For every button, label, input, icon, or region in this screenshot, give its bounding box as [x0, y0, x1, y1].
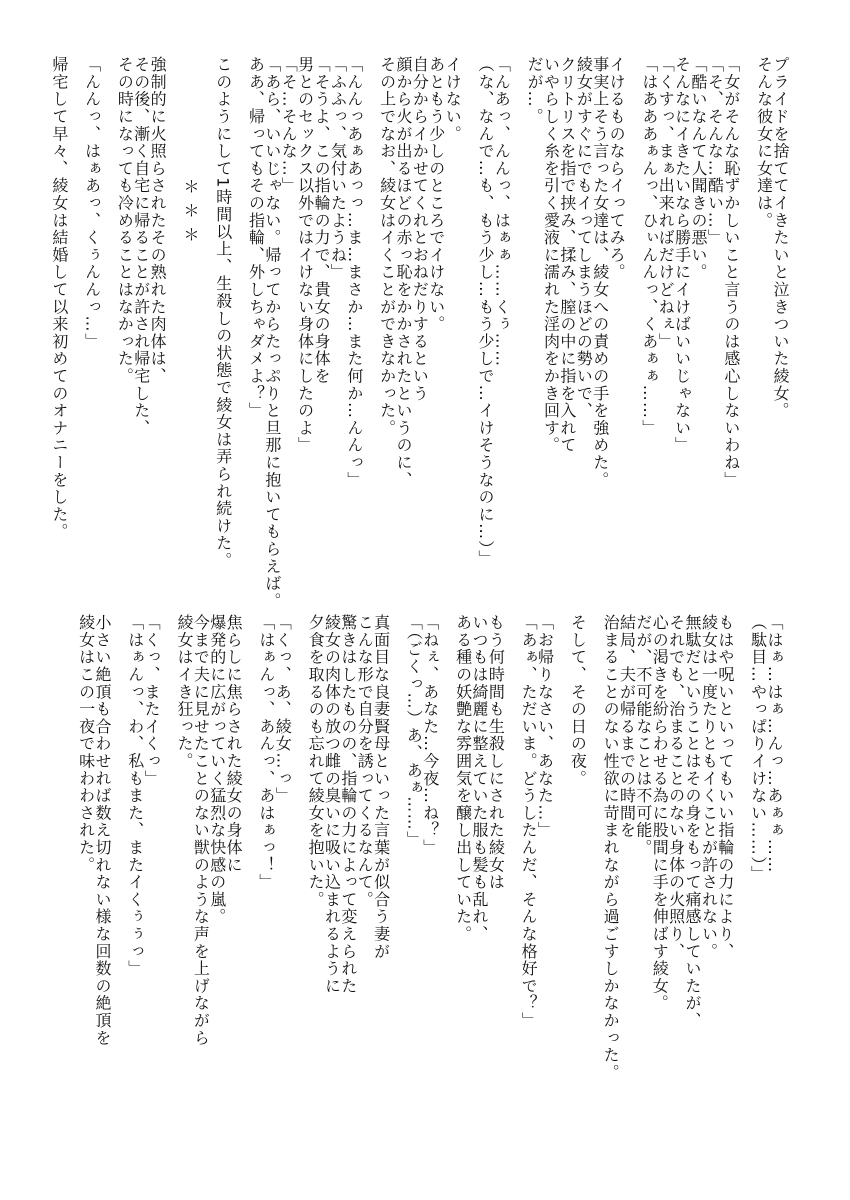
text-line: 今まで夫に見せたことのない獣のような声を上げながら [191, 614, 211, 1047]
text-line: そんなにイきたいなら勝手にイけばいいじゃない」 [672, 56, 692, 454]
blank-line [733, 614, 749, 1114]
text-line: もはや呪いといってもいい指輪の力により、 [715, 614, 735, 960]
text-line: プライドを捨ててイきたいと泣きついた綾女。 [771, 56, 790, 420]
text-line: 自分からイかせてくれとおねだりするという [410, 56, 430, 402]
text-line: イけない。 [443, 56, 463, 143]
blank-line [110, 614, 126, 1114]
text-line: 「そうよ、この指輪の力で、貴女の身体を [312, 56, 332, 385]
blank-line [739, 56, 755, 556]
blank-line [585, 614, 601, 1114]
text-line: 「はぁ…はぁ…んっ…あぁぁ…… [765, 614, 784, 874]
text-line: 「くっ、あ、綾女…っ」 [273, 614, 293, 805]
text-line: いつもは綺麗に整えていた服も髪も乱れ、 [469, 614, 489, 943]
text-line: だが、不可能なことは不可能。 [633, 614, 653, 857]
text-line: そんな彼女に女達は。 [754, 56, 774, 229]
text-line: 強制的に火照らされたその熟れた肉体は、 [148, 56, 168, 385]
text-line: 無駄だということはその身をもって痛感していたが、 [683, 614, 703, 1030]
text-line: 心の渇きを紛らわせる為に股間に手を伸ばす綾女。 [650, 614, 670, 1012]
text-line: 綾女はこの一夜で味わわされた。 [76, 614, 96, 874]
text-line: 「ねぇ、あなた…今夜…ね？」 [420, 614, 440, 857]
text-line: 綾女の肉体の放つ雌の臭いに吸い込まれるように [322, 614, 342, 995]
text-line: 結局、夫が帰るまでの時間を [617, 614, 637, 839]
text-line: 帰宅して早々、綾女は結婚して以来初めてのオナニーをした。 [49, 56, 69, 541]
text-line: ああ、帰ってもその指輪、外しちゃダメよ？」 [246, 56, 266, 420]
text-line: 「ふふっ、気付いたようね」 [328, 56, 348, 281]
text-line: 「んんっ、はぁあっ、くぅんんっ…」 [82, 56, 102, 351]
blank-line [438, 614, 454, 1114]
scene-break: ＊＊＊ [180, 178, 200, 250]
blank-line [159, 614, 175, 1114]
text-line: 「はぁんっ、わ、私もまた、またイくぅぅっ」 [125, 614, 145, 978]
text-line: 「女がそんな恥ずかしいこと言うのは感心しないわね」 [721, 56, 741, 489]
text-line: （駄目…やっぱりイけない……）」 [748, 614, 768, 883]
text-line: 治まることのない性欲に苛まれながら過ごすしかなかった。 [601, 614, 621, 1082]
blank-line [67, 56, 83, 556]
text-line: このようにして1時間以上、生殺しの状態で綾女は弄られ続けた。 [213, 56, 233, 570]
text-line: 綾女はイき狂った。 [174, 614, 194, 770]
text-line: そして、その日の夜。 [568, 614, 588, 787]
text-line: クリトリスを指で挟み、揉み、膣の中に指を入れて [557, 56, 577, 454]
text-line: それでも、治まることのない身体の火照り、 [666, 614, 686, 960]
text-line: だが…。 [525, 56, 545, 126]
text-line: その時になっても冷めることはなかった。 [115, 56, 135, 385]
text-line: 綾女がすぐにでもイってしまうほどの勢いで、 [574, 56, 594, 420]
text-line: 「そ、そんな…酷い…」 [705, 56, 725, 247]
blank-line [165, 56, 181, 556]
text-line: その上でなお、綾女はイくことができなかった。 [377, 56, 397, 437]
text-line: あともう少しのところでイけない。 [426, 56, 446, 333]
text-line: もう何時間も生殺しにされた綾女は [486, 614, 506, 891]
blank-line [241, 614, 257, 1114]
text-line: 「くすっ、まぁ出来ればだけどねぇ」 [656, 56, 676, 351]
text-line: その後、漸く自宅に帰ることが許され帰宅した、 [131, 56, 151, 437]
text-line: 爆発的に広がっていく猛烈な快感の嵐。 [207, 614, 227, 926]
text-line: 「はあああぁんっ、ひぃんんっ、くあぁぁ……」 [639, 56, 659, 437]
blank-line [509, 56, 525, 556]
text-line: 「あら、いいじゃない。帰ってからたっぷりと旦那に抱いてもらえば。 [262, 56, 282, 610]
text-line: 「（ごくっ…）あ、あぁ……」 [404, 614, 424, 849]
text-line: 「くっ、またイくっ」 [142, 614, 162, 787]
text-line: いやらしく糸を引く愛液に濡れた淫肉をかき回す。 [541, 56, 561, 454]
text-line: 夕食を取るのも忘れて綾女を抱いた。 [306, 614, 326, 909]
text-block-top [49, 56, 790, 610]
text-line: 「あぁ、ただいま。どうしたんだ、そんな格好で？」 [519, 614, 539, 1030]
text-block-bottom [77, 614, 782, 1114]
blank-line [198, 56, 214, 556]
text-line: 真面目な良妻賢母といった言葉が似合う妻が [371, 614, 391, 960]
blank-line [231, 56, 247, 556]
text-line: 「そ…そんな…」 [279, 56, 299, 195]
text-line: 焦らしに焦らされた綾女の身体に [224, 614, 244, 874]
text-line: （な、なんで…も、もう少し…もう少しで…イけそうなのに…）」 [475, 56, 495, 567]
text-line: こんな形で自分を誘ってくるなんて。 [355, 614, 375, 909]
blank-line [100, 56, 116, 556]
text-line: 「んあっ、んんっ、はぁぁ……くぅ…… [492, 56, 512, 368]
text-line: 驚きはしたものの、指輪の力によって変えられた [338, 614, 358, 995]
text-line: 事実上そう言った女達は、綾女への責めの手を強めた。 [590, 56, 610, 489]
text-line: 小さい絶頂も合わせれば数え切れない様な回数の絶頂を [92, 614, 112, 1047]
blank-line [389, 614, 405, 1114]
text-line: 「酷いなんて人聞きの悪い。 [689, 56, 709, 281]
blank-line [553, 614, 569, 1114]
text-line: 顔から火が出るほどの赤っ恥をかかされたというのに、 [394, 56, 414, 489]
text-line: ある種の妖艶な雰囲気を醸し出していた。 [453, 614, 473, 943]
blank-line [460, 56, 476, 556]
text-line: イけるものならイってみろ。 [607, 56, 627, 281]
blank-line [290, 614, 306, 1114]
blank-line [624, 56, 640, 556]
blank-line [362, 56, 378, 556]
text-line: 男とのセックス以外ではイけない身体にしたのよ」 [295, 56, 315, 454]
blank-line [503, 614, 519, 1114]
text-line: 「んんっあぁあっっ…ま…まさか…また何か…んんっ」 [344, 56, 364, 489]
text-line: 綾女は一度たりともイくことが許されない。 [699, 614, 719, 960]
text-line: 「はぁんっ、あんっ、あはぁっ！」 [256, 614, 276, 891]
text-line: 「お帰りなさい、あなた…」 [535, 614, 555, 839]
